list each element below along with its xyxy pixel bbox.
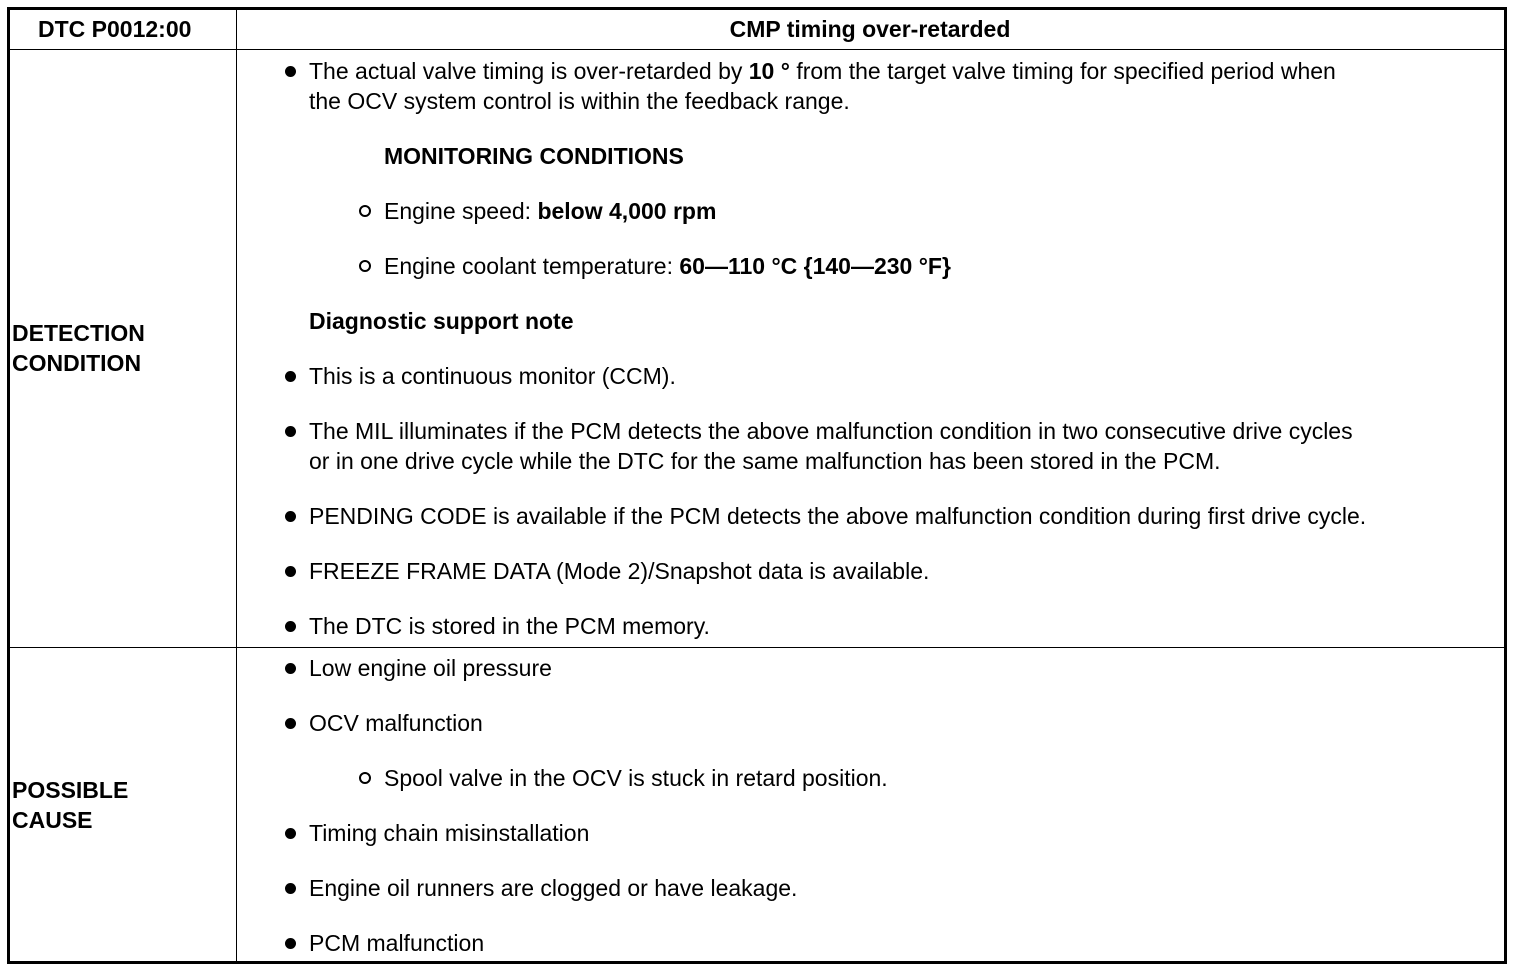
engine-speed-label: Engine speed: — [384, 198, 538, 224]
bullet-icon — [285, 718, 296, 729]
dtc-title: CMP timing over-retarded — [729, 16, 1011, 42]
bullet-icon — [285, 426, 296, 437]
column-divider — [236, 10, 237, 961]
bullet-icon — [285, 66, 296, 77]
cause-1: Low engine oil pressure — [309, 655, 552, 681]
row-divider — [10, 647, 1504, 648]
bullet-icon — [285, 828, 296, 839]
engine-speed-condition — [384, 196, 716, 226]
cause-3: Timing chain misinstallation — [309, 820, 590, 846]
detection-main-line1 — [309, 56, 1336, 86]
dtc-table — [7, 7, 1507, 964]
possible-cause-label: POSSIBLE CAUSE — [12, 777, 129, 833]
sub-bullet-icon — [359, 772, 371, 784]
monitoring-conditions-title: MONITORING CONDITIONS — [384, 143, 684, 169]
detection-condition-label: DETECTION CONDITION — [12, 320, 145, 376]
cause-5: PCM malfunction — [309, 930, 485, 956]
bullet-icon — [285, 371, 296, 382]
diagnostic-support-note-title: Diagnostic support note — [309, 308, 574, 334]
support-note-1: This is a continuous monitor (CCM). — [309, 363, 676, 389]
cause-2-sub: Spool valve in the OCV is stuck in retard position. — [384, 765, 888, 791]
bullet-icon — [285, 511, 296, 522]
detection-main-value: 10 ° — [748, 58, 790, 84]
bullet-icon — [285, 938, 296, 949]
support-note-4: FREEZE FRAME DATA (Mode 2)/Snapshot data is available. — [309, 558, 930, 584]
header-divider — [10, 49, 1504, 50]
dtc-code: DTC P0012:00 — [38, 16, 192, 42]
sub-bullet-icon — [359, 205, 371, 217]
support-note-3: PENDING CODE is available if the PCM detects the above malfunction condition during first drive cycle. — [309, 503, 1367, 529]
bullet-icon — [285, 621, 296, 632]
detection-main-text-end: from the target valve timing for specified period when — [789, 58, 1336, 84]
coolant-temp-value: 60—110 °C {140—230 °F} — [679, 253, 951, 279]
support-note-2-line1: The MIL illuminates if the PCM detects the above malfunction condition in two consecutive drive cycles — [309, 418, 1353, 444]
support-note-2-line2: or in one drive cycle while the DTC for the same malfunction has been stored in the PCM. — [309, 448, 1221, 474]
bullet-icon — [285, 663, 296, 674]
coolant-temp-condition — [384, 251, 951, 281]
sub-bullet-icon — [359, 260, 371, 272]
engine-speed-value: below 4,000 rpm — [537, 198, 717, 224]
bullet-icon — [285, 883, 296, 894]
detection-main-line2: the OCV system control is within the feedback range. — [309, 88, 850, 114]
detection-main-text: The actual valve timing is over-retarded by — [309, 58, 749, 84]
cause-4: Engine oil runners are clogged or have leakage. — [309, 875, 798, 901]
support-note-5: The DTC is stored in the PCM memory. — [309, 613, 710, 639]
cause-2: OCV malfunction — [309, 710, 483, 736]
coolant-temp-label: Engine coolant temperature: — [384, 253, 680, 279]
bullet-icon — [285, 566, 296, 577]
